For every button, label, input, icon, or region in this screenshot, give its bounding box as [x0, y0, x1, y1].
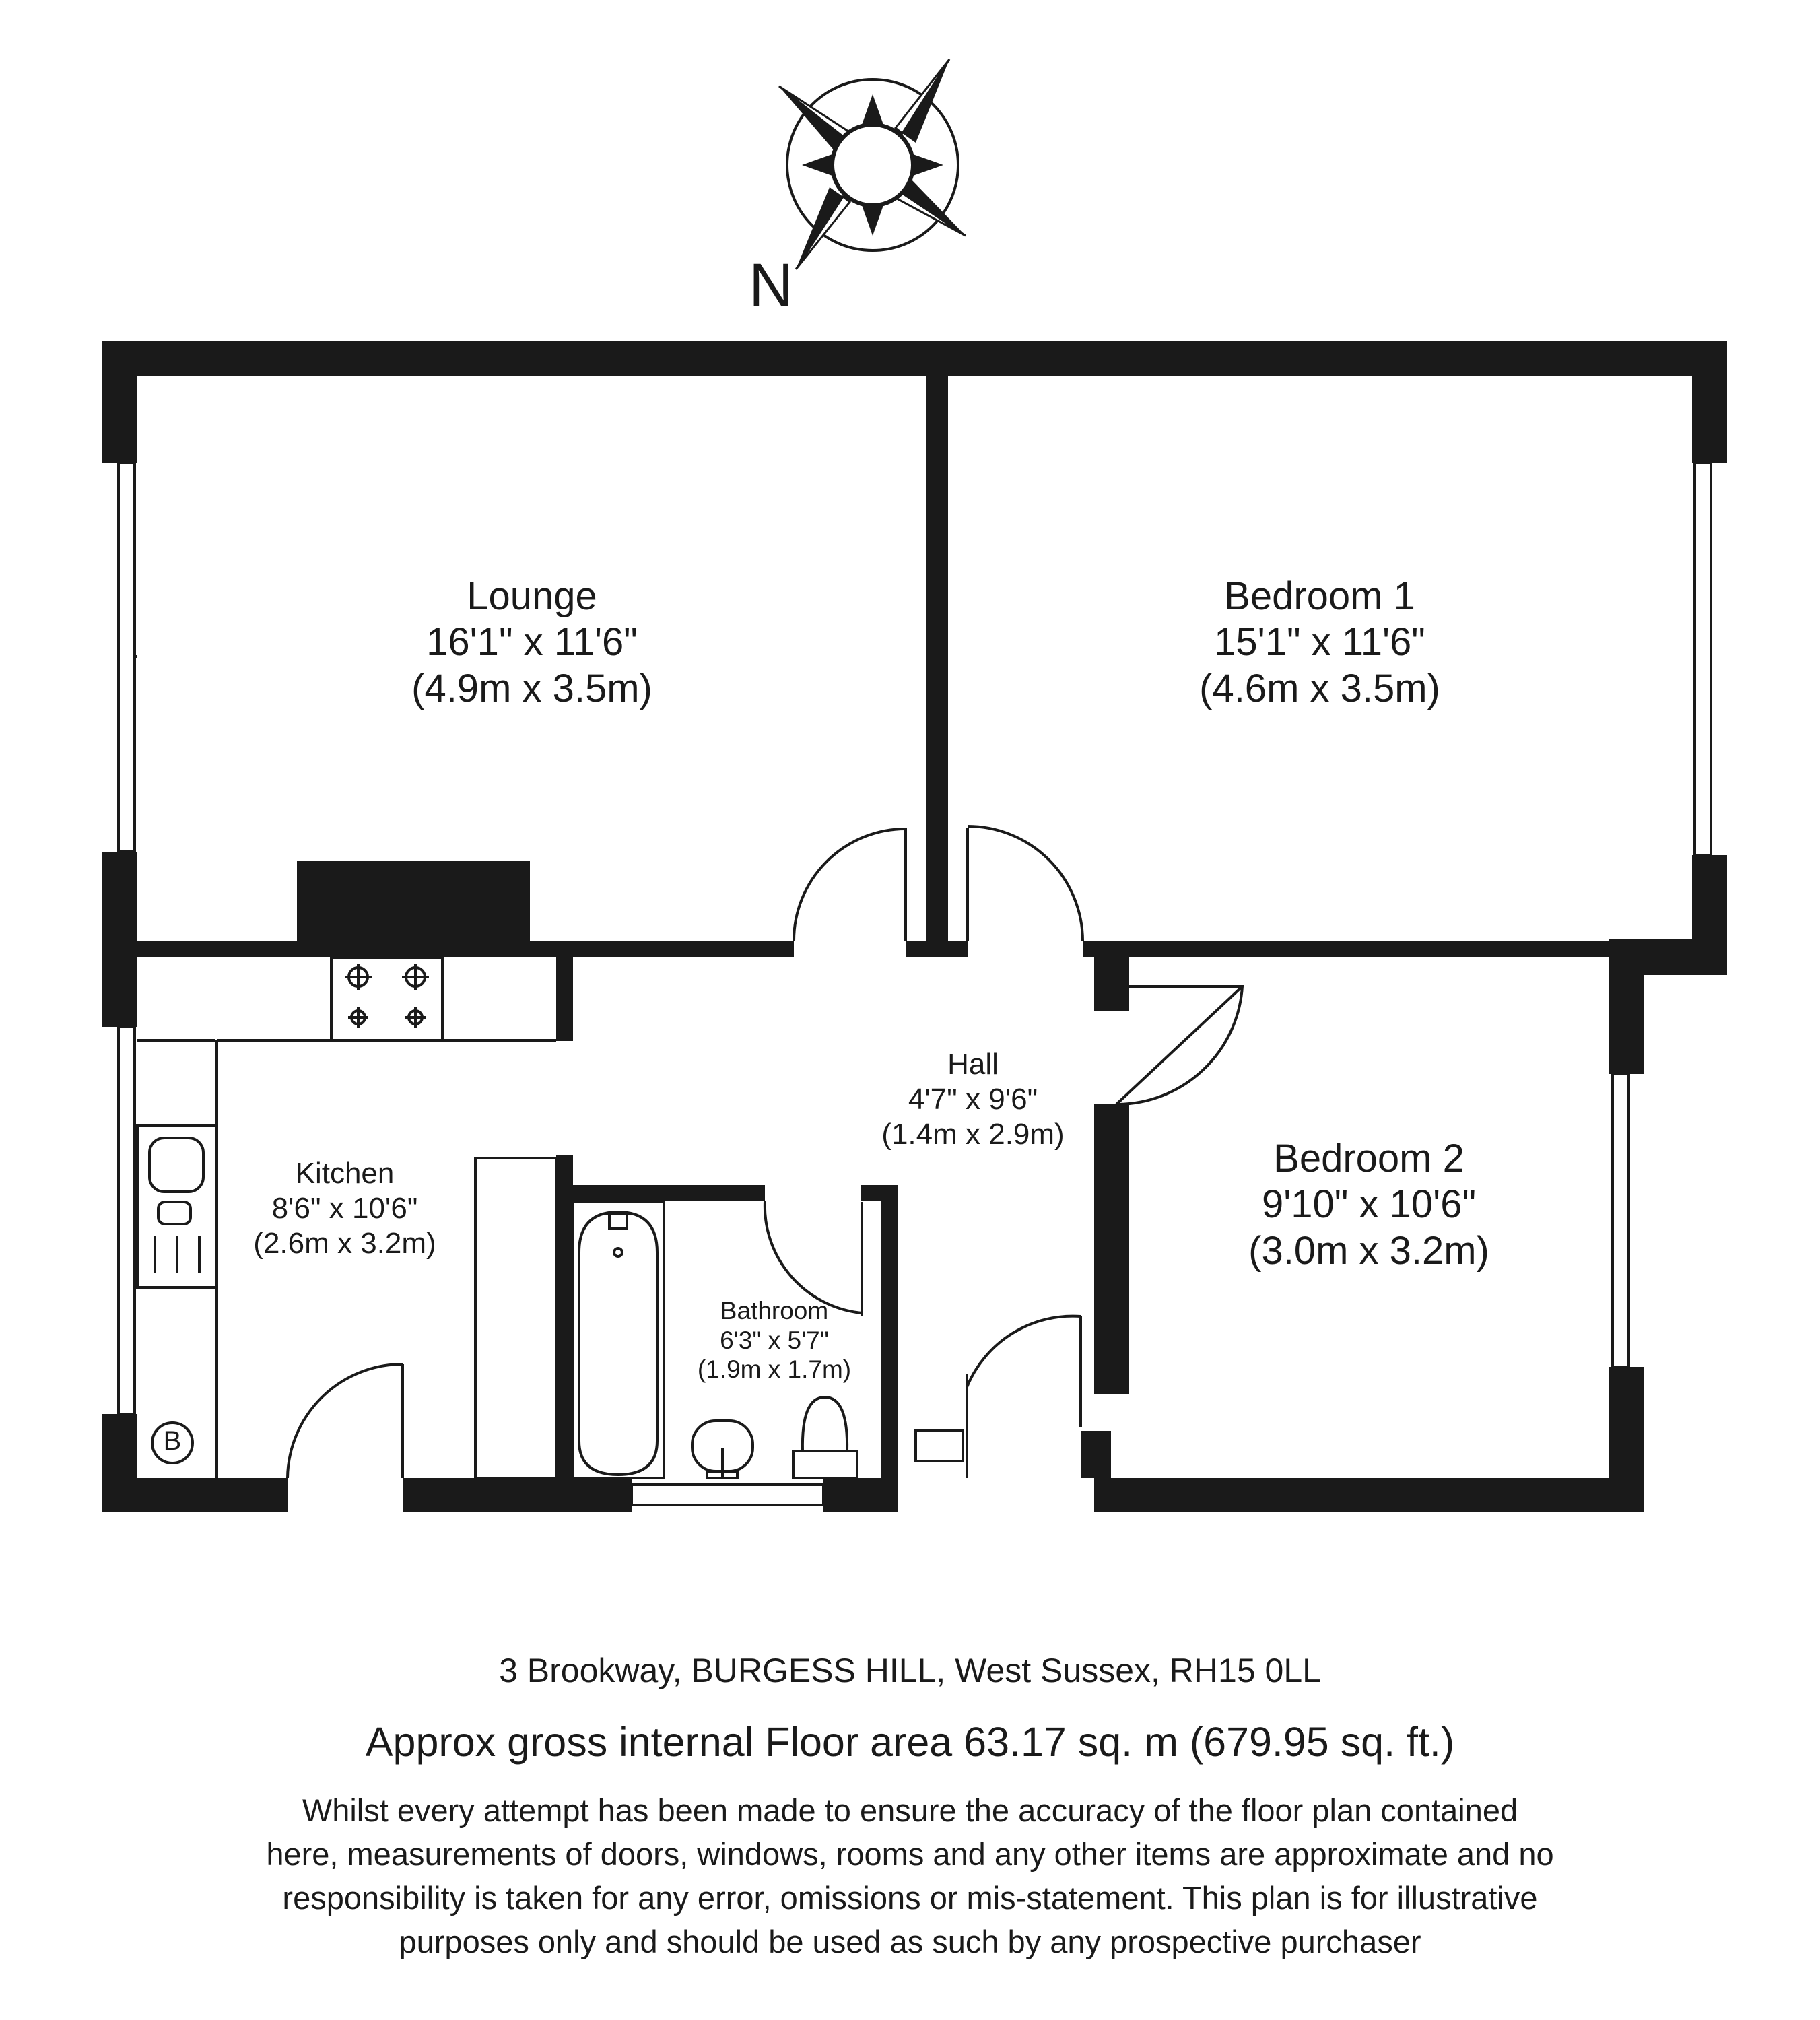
- room-size-imperial: 15'1" x 11'6": [1214, 620, 1425, 665]
- room-bedroom-1: [1118, 574, 1522, 712]
- room-name: Bedroom 2: [1273, 1137, 1464, 1180]
- room-name: Bedroom 1: [1224, 574, 1415, 618]
- boiler-label: B: [163, 1426, 182, 1456]
- disclaimer-line: purposes only and should be used as such by any prospective purchaser: [399, 1923, 1421, 1959]
- room-size-imperial: 16'1" x 11'6": [426, 620, 638, 665]
- property-address: 3 Brookway, BURGESS HILL, West Sussex, RH15 0LL: [499, 1652, 1321, 1689]
- room-size-metric: (2.6m x 3.2m): [253, 1226, 436, 1260]
- room-size-metric: (1.9m x 1.7m): [697, 1355, 852, 1384]
- room-name: Hall: [947, 1048, 999, 1081]
- room-size-imperial: 9'10" x 10'6": [1261, 1182, 1477, 1227]
- compass-rose-icon: [779, 59, 966, 269]
- room-size-metric: (1.4m x 2.9m): [881, 1117, 1065, 1151]
- disclaimer-line: Whilst every attempt has been made to ensure the accuracy of the floor plan contained: [302, 1792, 1518, 1828]
- floor-area: Approx gross internal Floor area 63.17 sq. m (679.95 sq. ft.): [365, 1719, 1455, 1765]
- room-size-imperial: 8'6" x 10'6": [271, 1191, 418, 1225]
- room-size-imperial: 4'7" x 9'6": [908, 1082, 1038, 1116]
- room-name: Bathroom: [720, 1297, 829, 1324]
- room-bedroom-2: [1167, 1136, 1571, 1274]
- room-lounge: [330, 574, 734, 712]
- room-size-imperial: 6'3" x 5'7": [720, 1326, 829, 1354]
- room-size-metric: (4.9m x 3.5m): [411, 666, 652, 710]
- room-hall: [838, 1047, 1108, 1152]
- room-size-metric: (3.0m x 3.2m): [1248, 1228, 1489, 1273]
- compass-north-label: N: [749, 251, 794, 320]
- disclaimer-line: responsibility is taken for any error, omissions or mis-statement. This plan is for illustrative: [282, 1879, 1538, 1916]
- room-bathroom: [673, 1296, 875, 1384]
- disclaimer-line: here, measurements of doors, windows, rooms and any other items are approximate and no: [266, 1836, 1554, 1872]
- room-name: Kitchen: [295, 1157, 395, 1190]
- room-size-metric: (4.6m x 3.5m): [1199, 666, 1440, 710]
- walls: [102, 341, 1727, 1512]
- disclaimer: [0, 1789, 1820, 1963]
- room-kitchen: [210, 1156, 479, 1261]
- room-name: Lounge: [467, 574, 597, 618]
